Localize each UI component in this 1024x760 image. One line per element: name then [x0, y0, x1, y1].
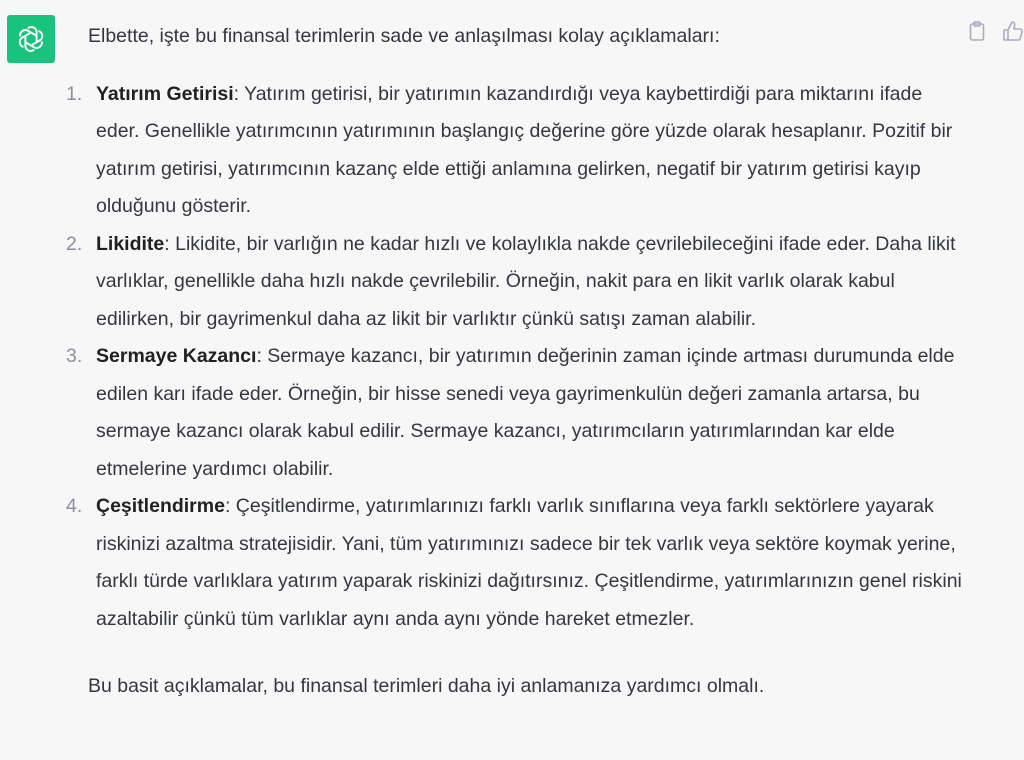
list-number: 4.: [66, 495, 83, 517]
thumbs-up-icon[interactable]: [1002, 20, 1024, 42]
list-item: [66, 226, 968, 339]
list-number: 3.: [66, 345, 83, 367]
term-description: : Sermaye kazancı, bir yatırımın değerinin zaman içinde artması durumunda elde edilen karı ifade eder. Örneğin, bir hisse senedi veya gayrimenkulün değeri zamanla artarsa, bu sermaye kazancı olarak kabul edilir. Sermaye kazancı, yatırımcıların yatırımlarından kar elde etmelerine yardımcı olabilir.: [96, 345, 955, 480]
assistant-avatar: [7, 15, 55, 63]
message-actions: [966, 20, 1024, 42]
openai-logo-icon: [15, 23, 47, 55]
list-item: [66, 488, 968, 638]
term-title: Çeşitlendirme: [96, 495, 225, 517]
list-item: [66, 76, 968, 226]
term-description: : Çeşitlendirme, yatırımlarınızı farklı varlık sınıflarına veya farklı sektörlere yayarak riskinizi azaltma stratejisidir. Yani, tüm yatırımınızı sadece bir tek varlık veya sektöre koymak yerine, farklı türde varlıklara yatırım yaparak riskinizi dağıtırsınız. Çeşitlendirme, yatırımlarınızın genel riskini azaltabilir çünkü tüm varlıklar aynı anda aynı yönde hareket etmezler.: [96, 495, 962, 630]
term-title: Sermaye Kazancı: [96, 345, 257, 367]
message-intro: Elbette, işte bu finansal terimlerin sade ve anlaşılması kolay açıklamaları:: [88, 25, 720, 47]
term-title: Yatırım Getirisi: [96, 82, 234, 105]
term-description: : Likidite, bir varlığın ne kadar hızlı ve kolaylıkla nakde çevrilebileceğini ifade eder. Daha likit varlıklar, genellikle daha hızlı nakde çevrilebilir. Örneğin, nakit para en likit varlık olarak kabul edilirken, bir gayrimenkul daha az likit bir varlıktır çünkü satışı zaman alabilir.: [96, 232, 956, 330]
list-number: 1.: [66, 82, 83, 105]
terms-list: [66, 76, 968, 639]
term-description: : Yatırım getirisi, bir yatırımın kazandırdığı veya kaybettirdiği para miktarını ifade eder. Genellikle yatırımcının yatırımının başlangıç değerine göre yüzde olarak hesaplanır. Pozitif bir yatırım getirisi, yatırımcının kazanç elde ettiği anlamına gelirken, negatif bir yatırım getirisi kayıp olduğunu gösterir.: [96, 82, 953, 217]
clipboard-icon[interactable]: [966, 20, 988, 42]
term-title: Likidite: [96, 232, 165, 255]
list-number: 2.: [66, 232, 83, 255]
message-outro: Bu basit açıklamalar, bu finansal terimleri daha iyi anlamanıza yardımcı olmalı.: [88, 675, 765, 697]
list-item: [66, 338, 968, 488]
assistant-message: [66, 18, 968, 706]
